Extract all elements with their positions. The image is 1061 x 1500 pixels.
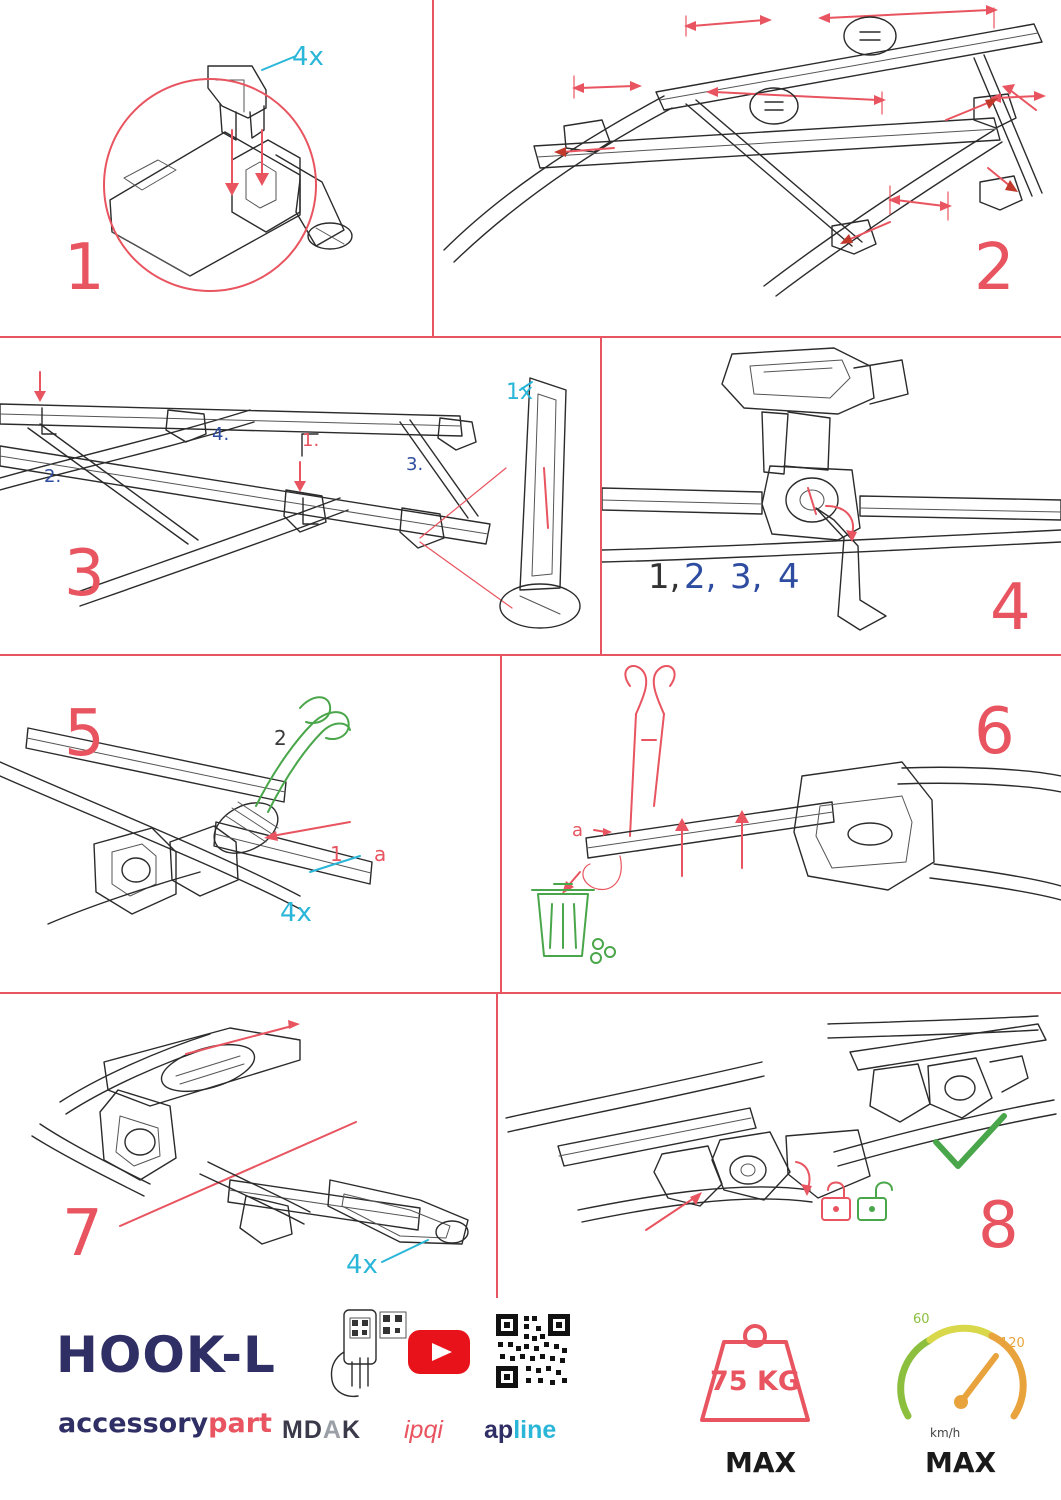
tagline-part-1: accessory xyxy=(58,1408,209,1439)
step-8-illustration xyxy=(498,994,1061,1298)
logo-apline xyxy=(484,1416,556,1445)
step-3-label-4: 4. xyxy=(212,424,230,445)
step-7-label-4x: 4x xyxy=(346,1250,378,1280)
step-number-4: 4 xyxy=(990,571,1032,645)
max-load-group xyxy=(690,1314,820,1424)
step-panel-3 xyxy=(0,338,600,654)
step-3-label-1x: 1x xyxy=(506,380,534,405)
step-4-order-4: 4 xyxy=(778,557,800,597)
step-4-order-2: 2, xyxy=(684,557,717,597)
qr-code-icon xyxy=(494,1312,572,1390)
step-1-label-4x: 4x xyxy=(292,42,324,72)
max-load-label: MAX xyxy=(725,1446,797,1479)
step-panel-6 xyxy=(502,656,1061,992)
max-speed-label: MAX xyxy=(925,1446,997,1479)
step-3-label-1: 1. xyxy=(302,430,320,451)
product-name: HOOK-L xyxy=(56,1326,276,1384)
step-4-order-1: 1, xyxy=(648,557,681,597)
step-panel-5 xyxy=(0,656,500,992)
step-number-8: 8 xyxy=(978,1189,1020,1263)
step-4-order-3: 3, xyxy=(730,557,763,597)
step-number-1: 1 xyxy=(64,231,106,305)
step-5-label-4x: 4x xyxy=(280,898,312,928)
step-number-5: 5 xyxy=(64,697,106,771)
qr-scan-phone-icon xyxy=(322,1306,412,1402)
mdak-text-v: A xyxy=(322,1416,342,1444)
gauge-tick-max: 120 xyxy=(1000,1336,1025,1351)
step-panel-7 xyxy=(0,994,496,1298)
tagline xyxy=(58,1408,272,1439)
step-number-3: 3 xyxy=(64,537,106,611)
logo-mdak xyxy=(282,1416,361,1445)
step-6-label-a: a xyxy=(572,820,584,841)
tagline-part-2: part xyxy=(208,1408,272,1439)
step-panel-2 xyxy=(434,0,1061,336)
step-5-label-2: 2 xyxy=(274,726,287,750)
step-number-7: 7 xyxy=(62,1197,104,1271)
speedometer-icon xyxy=(888,1310,1038,1438)
logo-ipqi: ipqi xyxy=(404,1416,443,1444)
mdak-text-a: MD xyxy=(282,1416,323,1444)
youtube-icon[interactable] xyxy=(408,1330,470,1374)
max-load-value: 75 KG xyxy=(709,1366,801,1397)
step-panel-1 xyxy=(0,0,432,336)
step-3-label-3: 3. xyxy=(406,454,424,475)
apline-text-a: ap xyxy=(484,1416,514,1444)
step-number-2: 2 xyxy=(974,231,1016,305)
step-panel-8 xyxy=(498,994,1061,1298)
step-5-label-a: a xyxy=(374,842,387,866)
apline-text-b: line xyxy=(513,1416,557,1444)
step-3-label-2: 2. xyxy=(44,466,62,487)
gauge-tick-min: 60 xyxy=(913,1312,930,1327)
step-5-label-1: 1 xyxy=(330,842,343,866)
step-2-illustration xyxy=(434,0,1061,336)
footer xyxy=(0,1298,1061,1500)
step-number-6: 6 xyxy=(974,695,1016,769)
mdak-text-b: K xyxy=(341,1416,362,1444)
speed-unit-label: km/h xyxy=(930,1426,961,1440)
step-panel-4 xyxy=(602,338,1061,654)
